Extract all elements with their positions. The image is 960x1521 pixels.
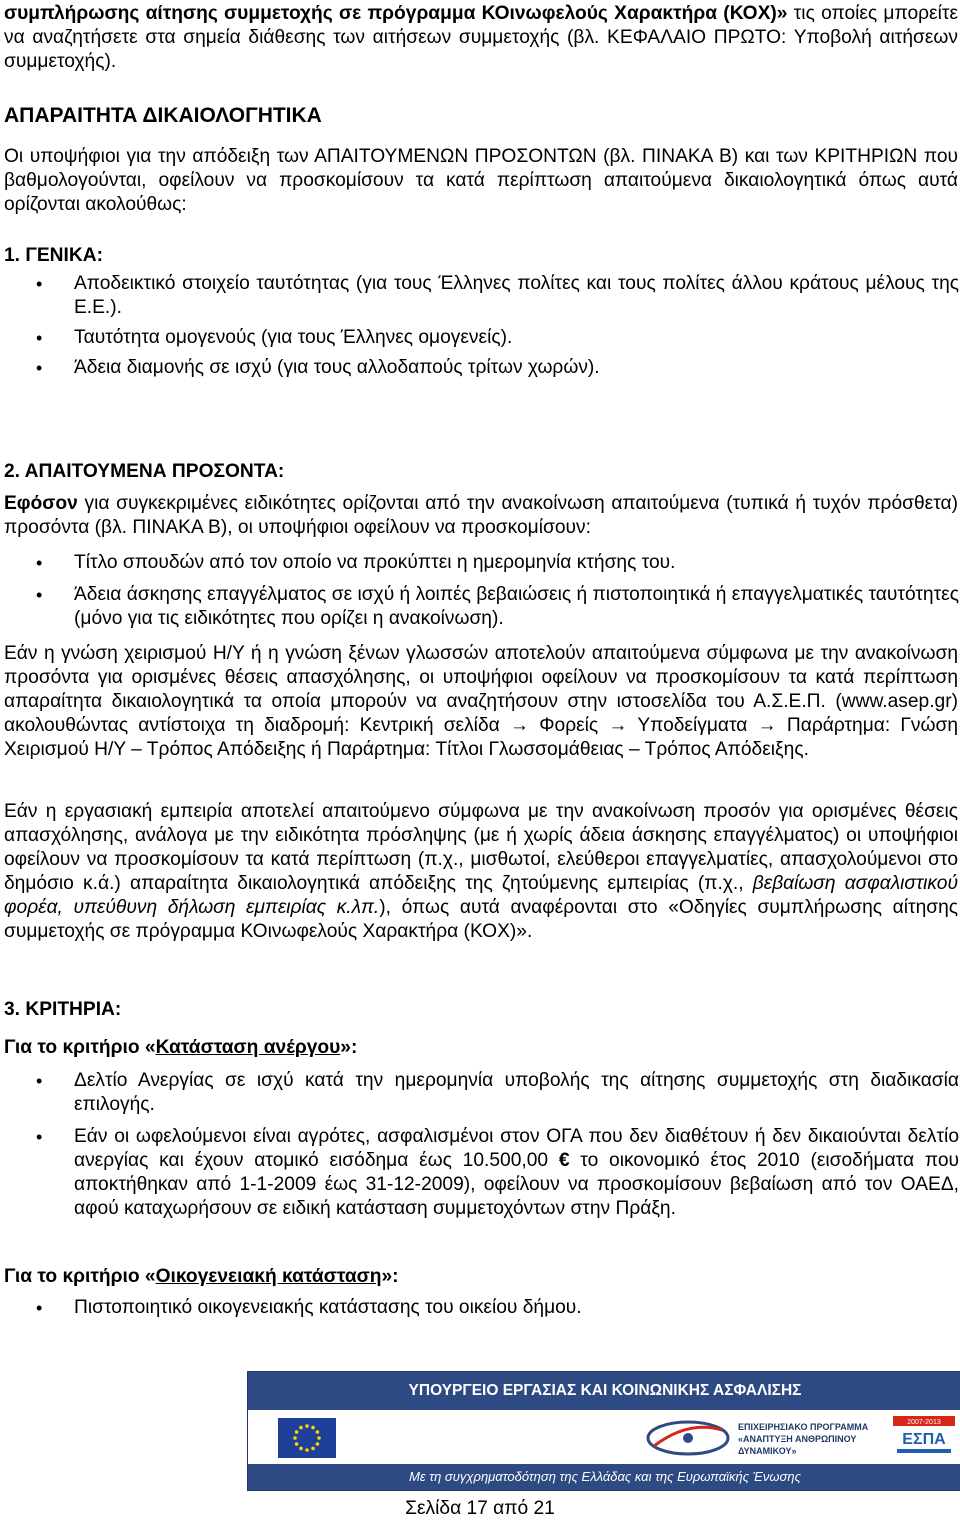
funding-banner [247, 1371, 960, 1491]
section2-intro-rest: για συγκεκριμένες ειδικότητες ορίζονται από την ανακοίνωση απαιτούμενα (τυπικά ή τυχόν πρόσθετα) προσόντα (βλ. ΠΙΝΑΚΑ Β), οι υποψήφιοι οφείλουν να προσκομίσουν: [4, 493, 958, 538]
page-number: Σελίδα 17 από 21 [405, 1498, 555, 1519]
item-text: το οικονομικό έτος 2010 (εισοδήματα που αποκτήθηκαν από 1-1-2009 έως 31-12-2009), οφείλουν να προσκομίσουν βεβαίωση από τον ΟΑΕΔ, αφού καταχωρήσουν σε ειδική κατάσταση συμμετοχόντων στην Πράξη. [74, 1150, 959, 1219]
program-name: ΕΠΙΧΕΙΡΗΣΙΑΚΟ ΠΡΟΓΡΑΜΜΑ «ΑΝΑΠΤΥΞΗ ΑΝΘΡΩΠΙΝΟΥ ΔΥΝΑΜΙΚΟΥ» [738, 1422, 869, 1456]
eu-flag-icon [278, 1418, 336, 1458]
arrow-right-icon: → [509, 715, 530, 736]
experience-paragraph [4, 800, 958, 944]
list-item: • Άδεια διαμονής σε ισχύ (για τους αλλοδαπούς τρίτων χωρών). [36, 356, 959, 380]
arrow-right-icon: → [608, 715, 628, 736]
required-docs-heading: ΑΠΑΡΑΙΤΗΤΑ ΔΙΚΑΙΟΛΟΓΗΤΙΚΑ [4, 104, 322, 127]
italic-text: βεβαίωση ασφαλιστικού φορέα, υπεύθυνη δήλωση εμπειρίας κ.λπ. [4, 873, 959, 918]
criterion-unemployed-list [36, 1069, 959, 1221]
section2-heading: 2. ΑΠΑΙΤΟΥΜΕΝΑ ΠΡΟΣΟΝΤΑ: [4, 461, 285, 482]
para-text: Εάν η γνώση χειρισμού Η/Υ ή η γνώση ξένων γλωσσών αποτελούν απαιτούμενα σύμφωνα με την ανακοίνωση προσόντα για ορισμένες θέσεις απασχόλησης, οι υποψήφιοι οφείλουν να προσκομίσουν τα κατά περίπτωση απαραίτητα δικαιολογητικά τα οποία μπορούν να αναζητήσουν στην ιστοσελίδα του Α.Σ.Ε.Π. (www.asep.gr) ακολουθώντας αντίστοιχα τη διαδρομή: Κεντρική σελίδα [4, 643, 958, 736]
criterion-suffix: »: [340, 1037, 358, 1058]
criterion-prefix: Για το κριτήριο « [4, 1037, 156, 1058]
arrow-right-icon: → [757, 715, 777, 736]
espa-years: 2007-2013 [907, 1419, 941, 1426]
para-text: Εάν η εργασιακή εμπειρία αποτελεί απαιτούμενο σύμφωνα με την ανακοίνωση προσόν για ορισμένες θέσεις απασχόλησης, ανάλογα με την ειδικότητα πρόσληψης (με ή χωρίς άδεια άσκησης επαγγέλματος) οι υποψήφιοι οφείλουν να προσκομίσουν τα κατά περίπτωση (π.χ., μισθωτοί, ελεύθεροι επαγγελματίες, απασχολούμενοι στο δημόσιο κ.ά.) απαραίτητα δικαιολογητικά απόδειξης της ζητούμενης εμπειρίας (π.χ., [4, 801, 958, 894]
list-item: • Άδεια άσκησης επαγγέλματος σε ισχύ ή λοιπές βεβαιώσεις ή πιστοποιητικά ή επαγγελματικές ταυτότητες (μόνο για τις ειδικότητες που ορίζει η ανακοίνωση). [36, 583, 959, 631]
cofunding-note: Με τη συγχρηματοδότηση της Ελλάδας και της Ευρωπαϊκής Ένωσης [248, 1464, 960, 1490]
euro-icon: € [558, 1150, 570, 1171]
list-item: • Τίτλο σπουδών από τον οποίο να προκύπτει η ημερομηνία κτήσης του. [36, 551, 959, 575]
intro-paragraph [4, 2, 958, 74]
criterion-name: Οικογενειακή κατάσταση [155, 1266, 382, 1287]
criterion-family-heading [4, 1265, 958, 1289]
section2-intro-bold: Εφόσον [4, 493, 78, 514]
list-item [36, 1125, 959, 1221]
section2-list [36, 551, 959, 631]
section1-heading: 1. ΓΕΝΙΚΑ: [4, 245, 103, 266]
criterion-name: Κατάσταση ανέργου [155, 1037, 341, 1058]
espa-logo-icon [893, 1416, 955, 1458]
item-text: Εάν οι ωφελούμενοι είναι αγρότες, ασφαλισμένοι στον ΟΓΑ που δεν διαθέτουν ή δεν δικαιούνται δελτίο ανεργίας και έχουν ατομικό εισόδημα έως 10.500,00 [74, 1126, 959, 1171]
para-text: ), όπως αυτά αναφέρονται στο «Οδηγίες συμπλήρωσης αίτησης συμμετοχής σε πρόγραμμα ΚΟινωφελούς Χαρακτήρα (ΚΟΧ)». [4, 897, 959, 942]
section1-list [36, 272, 959, 380]
intro-rest-text: τις οποίες μπορείτε να αναζητήσετε στα σημεία διάθεσης των αιτήσεων συμμετοχής (βλ. ΚΕΦΑΛΑΙΟ ΠΡΩΤΟ: Υποβολή αιτήσεων συμμετοχής). [4, 3, 958, 72]
espa-label: ΕΣΠΑ [902, 1431, 946, 1448]
criterion-unemployed-heading [4, 1036, 958, 1060]
path-step: Υποδείγματα [627, 715, 758, 736]
path-step: Παράρτημα: Γνώση Χειρισμού Η/Υ – Τρόπος Απόδειξης ή Παράρτημα: Τίτλοι Γλωσσομάθειας – Τρόπος Απόδειξης. [4, 715, 959, 760]
list-item: • Πιστοποιητικό οικογενειακής κατάστασης του οικείου δήμου. [36, 1296, 959, 1320]
criterion-suffix: »: [381, 1266, 399, 1287]
intro-bold-text: συμπλήρωσης αίτησης συμμετοχής σε πρόγραμμα ΚΟινωφελούς Χαρακτήρα (ΚΟΧ)» [4, 3, 788, 24]
criterion-family-list [36, 1296, 959, 1320]
section2-intro [4, 492, 958, 540]
section3-heading: 3. ΚΡΙΤΗΡΙΑ: [4, 999, 122, 1020]
list-item: • Ταυτότητα ομογενούς (για τους Έλληνες ομογενείς). [36, 326, 959, 350]
program-logo-icon [640, 1416, 736, 1460]
required-docs-intro: Οι υποψήφιοι για την απόδειξη των ΑΠΑΙΤΟΥΜΕΝΩΝ ΠΡΟΣΟΝΤΩΝ (βλ. ΠΙΝΑΚΑ Β) και των ΚΡΙΤΗΡΙΩΝ που βαθμολογούνται, οφείλουν να προσκομίσουν τα κατά περίπτωση απαιτούμενα δικαιολογητικά όπως αυτά ορίζονται ακολούθως: [4, 146, 958, 215]
computer-skills-paragraph [4, 642, 958, 762]
list-item: • Αποδεικτικό στοιχείο ταυτότητας (για τους Έλληνες πολίτες και τους πολίτες άλλου κράτους μέλους της Ε.Ε.). [36, 272, 959, 320]
list-item: • Δελτίο Ανεργίας σε ισχύ κατά την ημερομηνία υποβολής της αίτησης συμμετοχής στη διαδικασία επιλογής. [36, 1069, 959, 1117]
path-step: Φορείς [529, 715, 609, 736]
ministry-title: ΥΠΟΥΡΓΕΙΟ ΕΡΓΑΣΙΑΣ ΚΑΙ ΚΟΙΝΩΝΙΚΗΣ ΑΣΦΑΛΙΣΗΣ [248, 1372, 960, 1410]
criterion-prefix: Για το κριτήριο « [4, 1266, 156, 1287]
